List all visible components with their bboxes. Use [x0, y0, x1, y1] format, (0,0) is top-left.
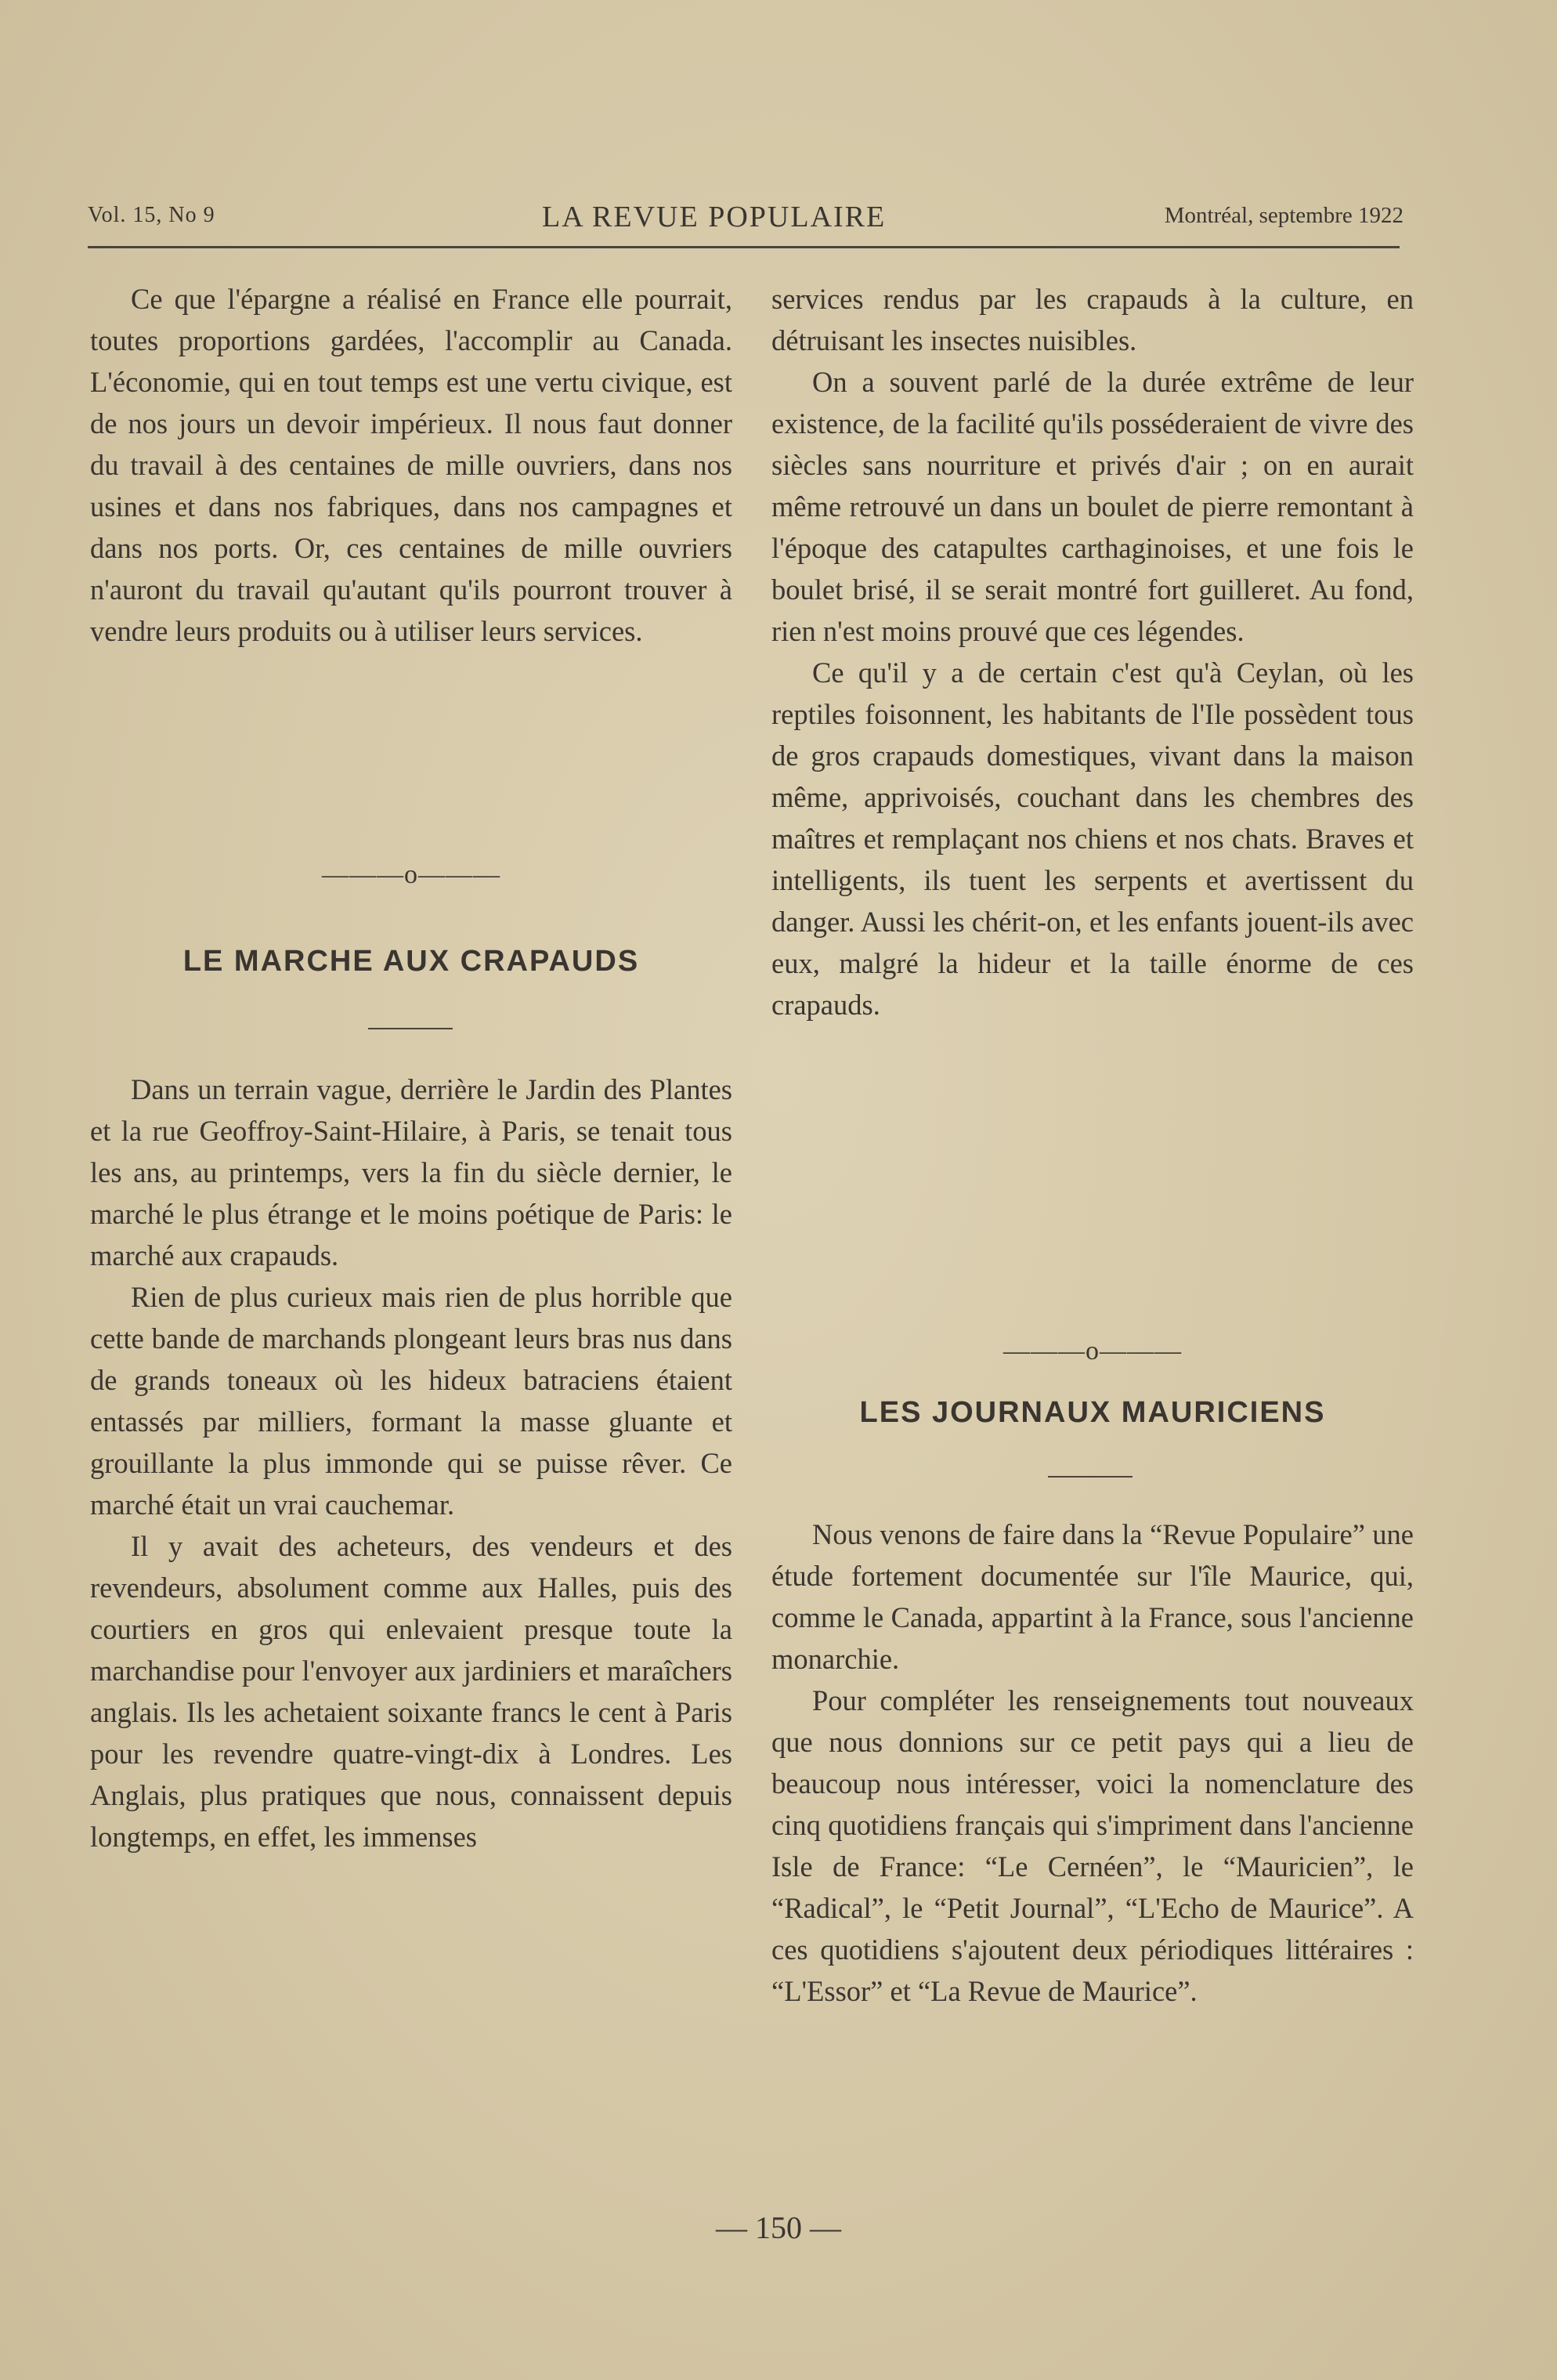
title-rule-journaux [1048, 1476, 1133, 1478]
paragraph: Dans un terrain vague, derrière le Jardin des Plantes et la rue Geoffroy-Saint-Hilaire, à Paris, se tenait tous les ans, au printemps, vers la fin du siècle dernier, le marché le plus étrange et le moins poétique de Paris: le marché aux crapauds. [90, 1073, 732, 1271]
continued-paragraph: services rendus par les crapauds à la culture, en détruisant les insectes nuisibles. [771, 283, 1414, 356]
right-article-body [771, 278, 1414, 1025]
volume-label: Vol. 15, No 9 [88, 203, 215, 227]
paragraph: Pour compléter les renseignements tout nouveaux que nous donnions sur ce petit pays qui a lieu de beaucoup nous intéresser, voici la nomenclature des cinq quotidiens français qui s'impriment dans l'ancienne Isle de France: “Le Cernéen”, le “Mauricien”, le “Radical”, le “Petit Journal”, “L'Echo de Maurice”. A ces quotidiens s'ajoutent deux périodiques littéraires : “L'Essor” et “La Revue de Maurice”. [771, 1684, 1414, 2007]
paragraph: On a souvent parlé de la durée extrême de leur existence, de la facilité qu'ils posséderaient de vivre des siècles sans nourriture et privés d'air ; on en aurait même retrouvé un dans un boulet de pierre remontant à l'époque des catapultes carthaginoises, et une fois le boulet brisé, il se serait montré fort guilleret. Au fond, rien n'est moins prouvé que ces légendes. [771, 366, 1414, 647]
section-title-crapauds: LE MARCHE AUX CRAPAUDS [182, 945, 640, 978]
page-number: — 150 — [716, 2210, 841, 2245]
left-separator: ———o——— [322, 860, 500, 889]
title-rule-crapauds [368, 1028, 453, 1029]
right-separator: ———o——— [1003, 1336, 1182, 1365]
paragraph: Nous venons de faire dans la “Revue Populaire” une étude fortement documentée sur l'île Maurice, qui, comme le Canada, appartint à la France, sous l'ancienne monarchie. [771, 1518, 1414, 1675]
section-title-journaux: LES JOURNAUX MAURICIENS [859, 1396, 1326, 1429]
left-article-body [90, 1069, 732, 1857]
intro-text: Ce que l'épargne a réalisé en France elle pourrait, toutes proportions gardées, l'accomplir au Canada. L'économie, qui en tout temps est une vertu civique, est de nos jours un devoir impérieux. Il nous faut donner du travail à des centaines de mille ouvriers, dans nos usines et dans nos fabriques, dans nos campagnes et dans nos ports. Or, ces centaines de mille ouvriers n'auront du travail qu'autant qu'ils pourront trouver à vendre leurs produits ou à utiliser leurs services. [90, 283, 732, 647]
left-intro-paragraph [90, 278, 732, 652]
paragraph: Rien de plus curieux mais rien de plus horrible que cette bande de marchands plongeant leurs bras nus dans de grands toneaux où les hideux batraciens étaient entassés par milliers, formant la masse gluante et grouillante la plus immonde qui se puisse rêver. Ce marché était un vrai cauchemar. [90, 1281, 732, 1521]
running-header [88, 200, 1403, 239]
issue-date: Montréal, septembre 1922 [1164, 203, 1403, 228]
right-article-body-2 [771, 1514, 1414, 2012]
paragraph: Ce qu'il y a de certain c'est qu'à Ceylan, où les reptiles foisonnent, les habitants de l'Ile possèdent tous de gros crapauds domestiques, vivant dans la maison même, apprivoisés, couchant dans les chembres des maîtres et remplaçant nos chiens et nos chats. Braves et intelligents, ils tuent les serpents et avertissent du danger. Aussi les chérit-on, et les enfants jouent-ils avec eux, malgré la hideur et la taille énorme de ces crapauds. [771, 656, 1414, 1021]
header-rule [88, 246, 1400, 248]
publication-title: LA REVUE POPULAIRE [542, 201, 887, 233]
paragraph: Il y avait des acheteurs, des vendeurs et des revendeurs, absolument comme aux Halles, puis des courtiers en gros qui enlevaient presque toute la marchandise pour l'envoyer aux jardiniers et maraîchers anglais. Ils les achetaient soixante francs le cent à Paris pour les revendre quatre-vingt-dix à Londres. Les Anglais, plus pratiques que nous, connaissent depuis longtemps, en effet, les immenses [90, 1530, 732, 1853]
